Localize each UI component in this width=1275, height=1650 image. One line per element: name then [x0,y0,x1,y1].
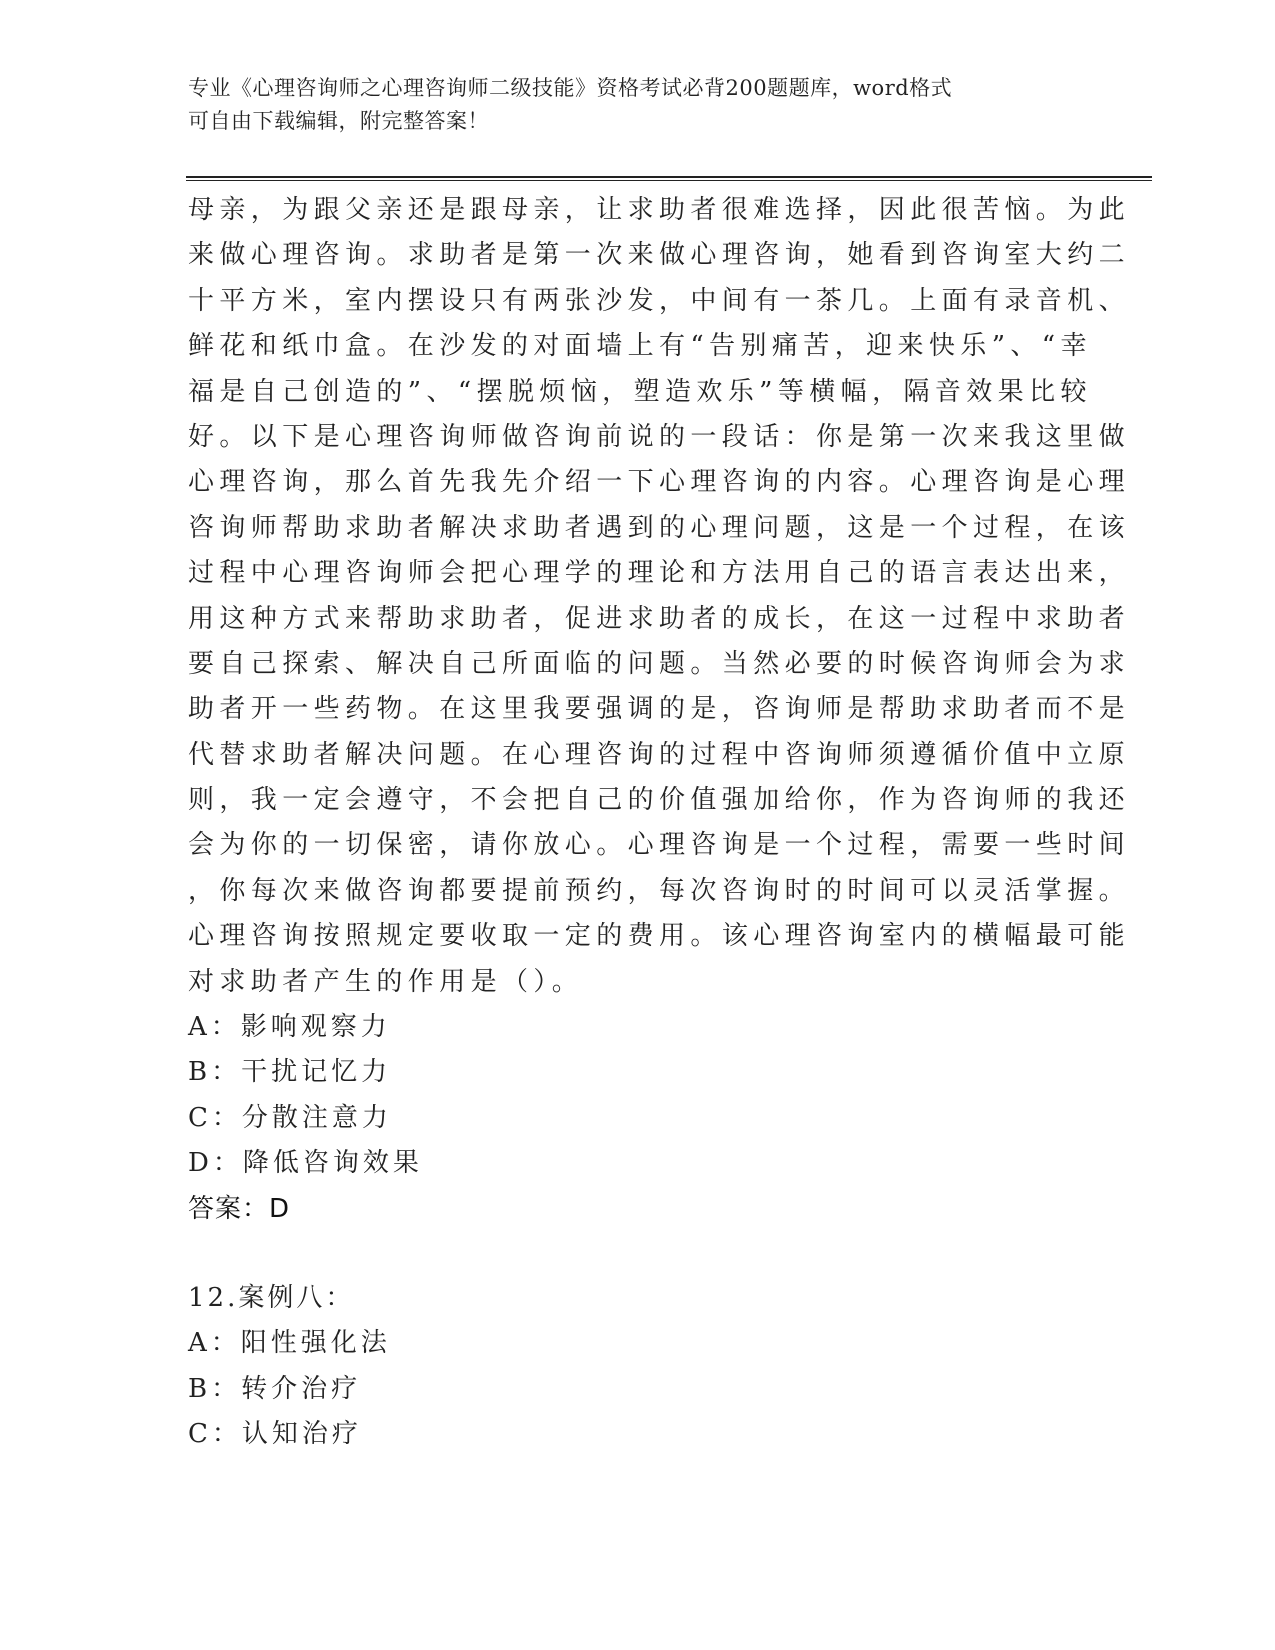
header-divider-thick [186,176,1152,178]
option-c: C：认知治疗 [188,1419,362,1450]
stem-line: 好。以下是心理咨询师做咨询前说的一段话：你是第一次来我这里做 [188,421,1131,452]
stem-line: 助者开一些药物。在这里我要强调的是，咨询师是帮助求助者而不是 [188,694,1131,725]
stem-line: 母亲，为跟父亲还是跟母亲，让求助者很难选择，因此很苦恼。为此 [188,195,1131,225]
header-line-2: 可自由下载编辑，附完整答案！ [188,109,489,133]
stem-line: ，你每次来做咨询都要提前预约，每次咨询时的时间可以灵活掌握。 [188,875,1131,906]
option-c: C：分散注意力 [188,1102,392,1133]
document-body [188,188,1131,1458]
stem-line: 十平方米，室内摆设只有两张沙发，中间有一茶几。上面有录音机、 [188,285,1131,316]
option-b: B：转介治疗 [188,1373,362,1404]
question-spacer [188,1232,1068,1276]
option-b: B：干扰记忆力 [188,1057,392,1088]
stem-line: 心理咨询，那么首先我先介绍一下心理咨询的内容。心理咨询是心理 [188,467,1131,498]
option-d: D：降低咨询效果 [188,1148,423,1179]
option-a: A：影响观察力 [188,1012,391,1043]
stem-line: 鲜花和纸巾盒。在沙发的对面墙上有“告别痛苦，迎来快乐”、“幸 [188,331,1092,362]
question-12-title: 12.案例八： [188,1282,355,1313]
page-header [188,72,1088,138]
stem-line: 代替求助者解决问题。在心理咨询的过程中咨询师须遵循价值中立原 [188,739,1131,770]
question-11-options [188,1005,1068,1187]
stem-line: 咨询师帮助求助者解决求助者遇到的心理问题，这是一个过程，在该 [188,512,1131,543]
question-11-answer: 答案：D [188,1193,291,1224]
header-divider [186,176,1152,182]
stem-line: 心理咨询按照规定要收取一定的费用。该心理咨询室内的横幅最可能 [188,921,1131,952]
stem-line: 会为你的一切保密，请你放心。心理咨询是一个过程，需要一些时间 [188,830,1131,861]
stem-line: 对求助者产生的作用是（）。 [188,966,584,997]
option-a: A：阳性强化法 [188,1328,391,1359]
stem-line: 要自己探索、解决自己所面临的问题。当然必要的时候咨询师会为求 [188,648,1131,679]
stem-line: 过程中心理咨询师会把心理学的理论和方法用自己的语言表达出来， [188,558,1131,589]
question-11-stem [188,188,1131,1005]
stem-line: 福是自己创造的”、“摆脱烦恼，塑造欢乐”等横幅，隔音效果比较 [188,376,1092,407]
header-divider-thin [186,180,1152,181]
header-line-1: 专业《心理咨询师之心理咨询师二级技能》资格考试必背200题题库，word格式 [188,76,953,100]
stem-line: 用这种方式来帮助求助者，促进求助者的成长，在这一过程中求助者 [188,603,1131,634]
stem-line: 来做心理咨询。求助者是第一次来做心理咨询，她看到咨询室大约二 [188,240,1131,271]
stem-line: 则，我一定会遵守，不会把自己的价值强加给你，作为咨询师的我还 [188,785,1131,816]
question-12-options [188,1321,1068,1457]
